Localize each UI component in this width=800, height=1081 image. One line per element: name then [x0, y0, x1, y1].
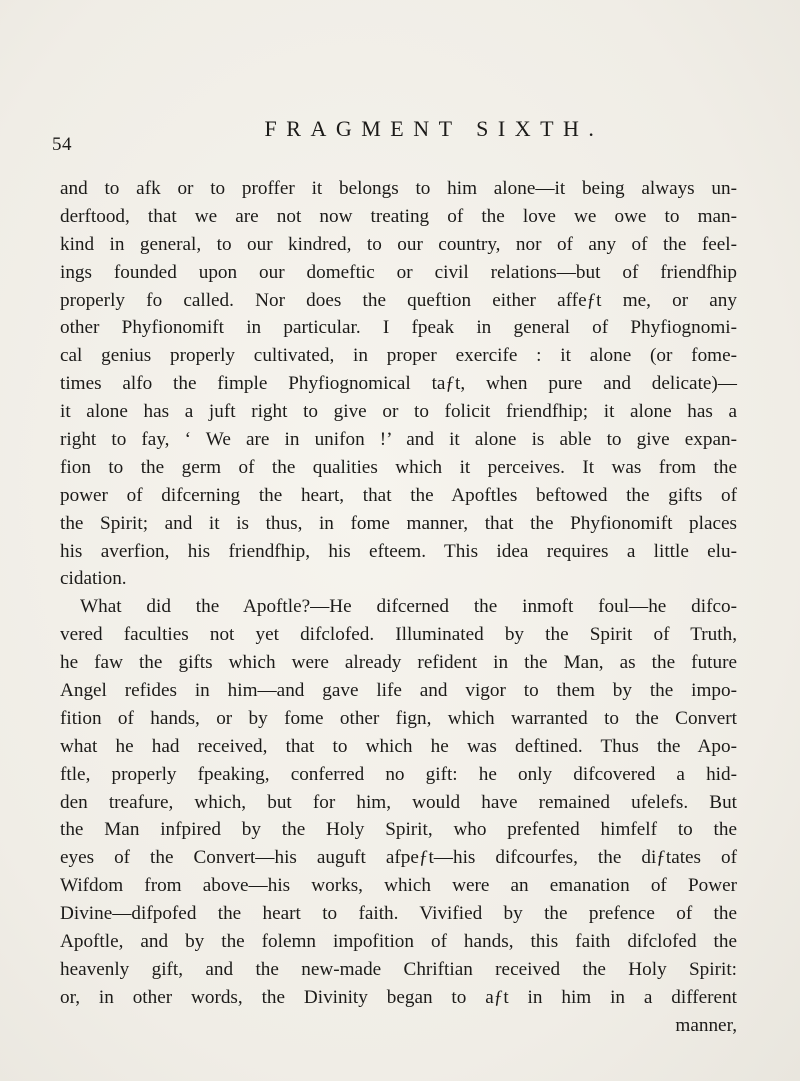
body-text	[60, 175, 737, 1040]
text-line: it alone has a juft right to give or to folicit friendfhip; it alone has a	[60, 401, 737, 423]
text-line: times alfo the fimple Phyfiognomical taƒt, when pure and delicate)—	[60, 373, 737, 395]
text-line: his averfion, his friendfhip, his efteem. This idea requires a little elu-	[60, 540, 737, 562]
text-line: eyes of the Convert—his auguft afpeƒt—his difcourfes, the diƒtates of	[60, 847, 737, 869]
text-line: power of difcerning the heart, that the Apoftles beftowed the gifts of	[60, 484, 737, 506]
catchword: manner,	[675, 1014, 737, 1036]
text-line: fition of hands, or by fome other fign, which warranted to the Convert	[60, 707, 737, 729]
text-line: he faw the gifts which were already refident in the Man, as the future	[60, 652, 737, 674]
text-line: the Spirit; and it is thus, in fome manner, that the Phyfionomift places	[60, 512, 737, 534]
page-number: 54	[52, 134, 72, 155]
text-line: what he had received, that to which he was deftined. Thus the Apo-	[60, 735, 737, 757]
text-line: the Man infpired by the Holy Spirit, who prefented himfelf to the	[60, 819, 737, 841]
text-line: kind in general, to our kindred, to our country, nor of any of the feel-	[60, 233, 737, 255]
text-line: cidation.	[60, 568, 127, 590]
text-line: or, in other words, the Divinity began to aƒt in him in a different	[60, 986, 737, 1008]
text-line: heavenly gift, and the new-made Chriftian received the Holy Spirit:	[60, 958, 737, 980]
text-line: ings founded upon our domeftic or civil relations—but of friendfhip	[60, 261, 737, 283]
text-line: other Phyfionomift in particular. I fpeak in general of Phyfiognomi-	[60, 317, 737, 339]
text-line: cal genius properly cultivated, in proper exercife : it alone (or fome-	[60, 345, 737, 367]
text-line: den treafure, which, but for him, would have remained ufelefs. But	[60, 791, 737, 813]
page-header	[0, 116, 800, 156]
text-line: properly fo called. Nor does the queftion either affeƒt me, or any	[60, 289, 737, 311]
text-line: Apoftle, and by the folemn impofition of hands, this faith difclofed the	[60, 931, 737, 953]
text-line: What did the Apoftle?—He difcerned the inmoft foul—he difco-	[80, 596, 737, 618]
text-line: ftle, properly fpeaking, conferred no gift: he only difcovered a hid-	[60, 763, 737, 785]
text-line: and to afk or to proffer it belongs to him alone—it being always un-	[60, 178, 737, 199]
text-line: right to fay, ‘ We are in unifon !’ and it alone is able to give expan-	[60, 429, 737, 451]
text-line: derftood, that we are not now treating of the love we owe to man-	[60, 205, 737, 227]
text-line: Wifdom from above—his works, which were an emanation of Power	[60, 875, 737, 897]
text-line: Angel refides in him—and gave life and vigor to them by the impo-	[60, 680, 737, 702]
text-line: Divine—difpofed the heart to faith. Vivified by the prefence of the	[60, 903, 737, 925]
text-line: fion to the germ of the qualities which it perceives. It was from the	[60, 456, 737, 478]
running-title: FRAGMENT SIXTH.	[264, 116, 604, 141]
text-line: vered faculties not yet difclofed. Illuminated by the Spirit of Truth,	[60, 624, 737, 646]
